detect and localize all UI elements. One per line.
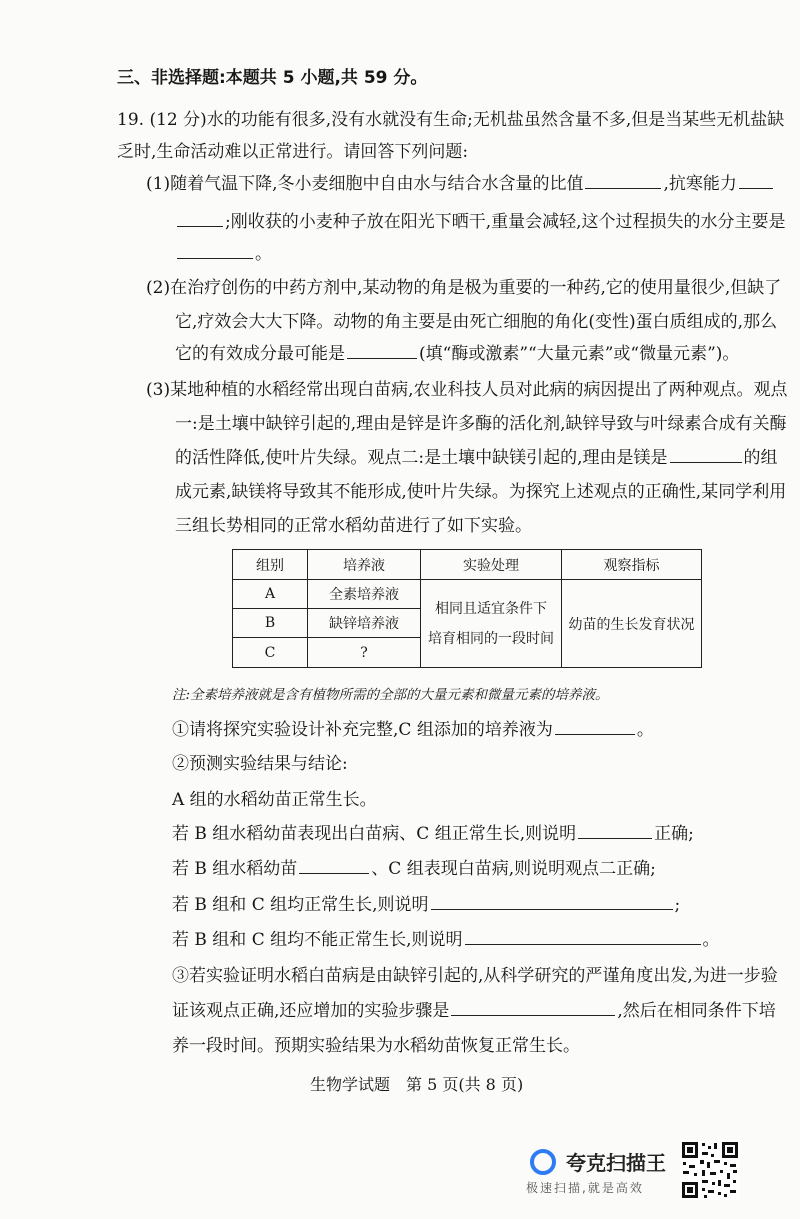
treatment-line: 相同且适宜条件下 xyxy=(435,600,547,617)
answer-blank[interactable] xyxy=(578,822,652,839)
q19-part3-text-b: 的组 xyxy=(743,448,778,468)
scanner-watermark xyxy=(522,1143,672,1201)
answer-blank[interactable] xyxy=(177,210,223,227)
watermark-subtitle: 极速扫描,就是高效 xyxy=(526,1181,644,1195)
answer-blank[interactable] xyxy=(739,172,773,189)
qr-code-icon xyxy=(680,1140,740,1200)
r3-text-b: 、C 组表现白苗病,则说明观点二正确; xyxy=(371,859,656,879)
r5-text-a: 若 B 组和 C 组均不能正常生长,则说明 xyxy=(172,930,463,950)
medium-cell: 缺锌培养液 xyxy=(308,609,421,638)
watermark-title: 夸克扫描王 xyxy=(566,1151,666,1175)
result-line-4 xyxy=(172,893,680,917)
s3-text-b: ,然后在相同条件下培 xyxy=(617,1001,776,1021)
group-cell: C xyxy=(233,638,308,668)
treatment-cell xyxy=(421,580,562,668)
q19-part1-line3 xyxy=(175,242,272,266)
table-header: 培养液 xyxy=(308,550,421,580)
sub1-text-b: 。 xyxy=(636,720,654,740)
q19-part3-line2: 一:是土壤中缺锌引起的,理由是锌是许多酶的活化剂,缺锌导致与叶绿素合成有关酶 xyxy=(175,414,787,434)
result-line-3 xyxy=(172,857,656,881)
sub-question-3-line3: 养一段时间。预期实验结果为水稻幼苗恢复正常生长。 xyxy=(172,1036,580,1056)
r4-text-a: 若 B 组和 C 组均正常生长,则说明 xyxy=(172,895,429,915)
result-line-1: A 组的水稻幼苗正常生长。 xyxy=(172,790,377,810)
q19-part1-text-c: ;刚收获的小麦种子放在阳光下晒干,重量会减轻,这个过程损失的水分主要是 xyxy=(225,212,786,232)
period: 。 xyxy=(255,244,272,264)
treatment-line: 培育相同的一段时间 xyxy=(428,630,554,647)
q19-part1-text-a: (1)随着气温下降,冬小麦细胞中自由水与结合水含量的比值 xyxy=(146,174,584,194)
q19-part3-line4: 成元素,缺镁将导致其不能形成,使叶片失绿。为探究上述观点的正确性,某同学利用 xyxy=(175,482,787,502)
scanner-logo-icon xyxy=(530,1149,556,1175)
r2-text-b: 正确; xyxy=(654,824,694,844)
answer-blank[interactable] xyxy=(451,999,615,1016)
table-header: 实验处理 xyxy=(421,550,562,580)
result-line-5 xyxy=(172,928,720,952)
q19-part2-line3 xyxy=(175,342,739,366)
answer-blank[interactable] xyxy=(177,242,253,259)
q19-part1-line1 xyxy=(146,172,775,196)
group-cell: A xyxy=(233,580,308,609)
group-cell: B xyxy=(233,609,308,638)
q19-part2-text-a: 它的有效成分最可能是 xyxy=(175,344,345,364)
q19-intro-line1: 19. (12 分)水的功能有很多,没有水就没有生命;无机盐虽然含量不多,但是当某些无机盐缺 xyxy=(117,110,785,130)
sub-question-3-line1: ③若实验证明水稻白苗病是由缺锌引起的,从科学研究的严谨角度出发,为进一步验 xyxy=(172,966,778,986)
r3-text-a: 若 B 组水稻幼苗 xyxy=(172,859,298,879)
q19-part2-text-b: (填“酶或激素”“大量元素”或“微量元素”)。 xyxy=(419,344,740,364)
indicator-cell: 幼苗的生长发育状况 xyxy=(562,580,702,668)
q19-part3-line1: (3)某地种植的水稻经常出现白苗病,农业科技人员对此病的病因提出了两种观点。观点 xyxy=(146,380,788,400)
r5-text-b: 。 xyxy=(702,930,720,950)
r2-text-a: 若 B 组水稻幼苗表现出白苗病、C 组正常生长,则说明 xyxy=(172,824,577,844)
r4-text-b: ; xyxy=(674,895,681,915)
result-line-2 xyxy=(172,822,694,846)
answer-blank[interactable] xyxy=(347,342,417,359)
answer-blank[interactable] xyxy=(465,928,701,945)
sub-question-3-line2 xyxy=(172,999,776,1023)
page-footer: 生物学试题 第 5 页(共 8 页) xyxy=(310,1075,524,1094)
answer-blank[interactable] xyxy=(431,893,673,910)
q19-part2-line1: (2)在治疗创伤的中药方剂中,某动物的角是极为重要的一种药,它的使用量很少,但缺了 xyxy=(146,278,782,298)
q19-intro-line2: 乏时,生命活动难以正常进行。请回答下列问题: xyxy=(117,142,469,162)
section-heading: 三、非选择题:本题共 5 小题,共 59 分。 xyxy=(117,68,428,88)
sub-question-2: ②预测实验结果与结论: xyxy=(172,754,348,774)
q19-part3-line5: 三组长势相同的正常水稻幼苗进行了如下实验。 xyxy=(175,516,532,536)
s3-text-a: 证该观点正确,还应增加的实验步骤是 xyxy=(172,1001,450,1021)
answer-blank[interactable] xyxy=(585,172,661,189)
answer-blank[interactable] xyxy=(555,718,635,735)
sub1-text-a: ①请将探究实验设计补充完整,C 组添加的培养液为 xyxy=(172,720,553,740)
q19-part1-text-b: ,抗寒能力 xyxy=(663,174,737,194)
table-row xyxy=(233,580,702,609)
experiment-table xyxy=(232,549,702,668)
q19-part3-line3 xyxy=(175,446,778,470)
medium-cell: 全素培养液 xyxy=(308,580,421,609)
medium-cell: ? xyxy=(308,638,421,668)
table-note: 注:全素培养液就是含有植物所需的全部的大量元素和微量元素的培养液。 xyxy=(172,687,609,703)
q19-part1-line2 xyxy=(175,210,786,234)
answer-blank[interactable] xyxy=(670,446,742,463)
table-header: 观察指标 xyxy=(562,550,702,580)
answer-blank[interactable] xyxy=(299,857,369,874)
table-header: 组别 xyxy=(233,550,308,580)
sub-question-1 xyxy=(172,718,654,742)
q19-part3-text-a: 的活性降低,使叶片失绿。观点二:是土壤中缺镁引起的,理由是镁是 xyxy=(175,448,668,468)
q19-part2-line2: 它,疗效会大大下降。动物的角主要是由死亡细胞的角化(变性)蛋白质组成的,那么 xyxy=(175,312,778,332)
